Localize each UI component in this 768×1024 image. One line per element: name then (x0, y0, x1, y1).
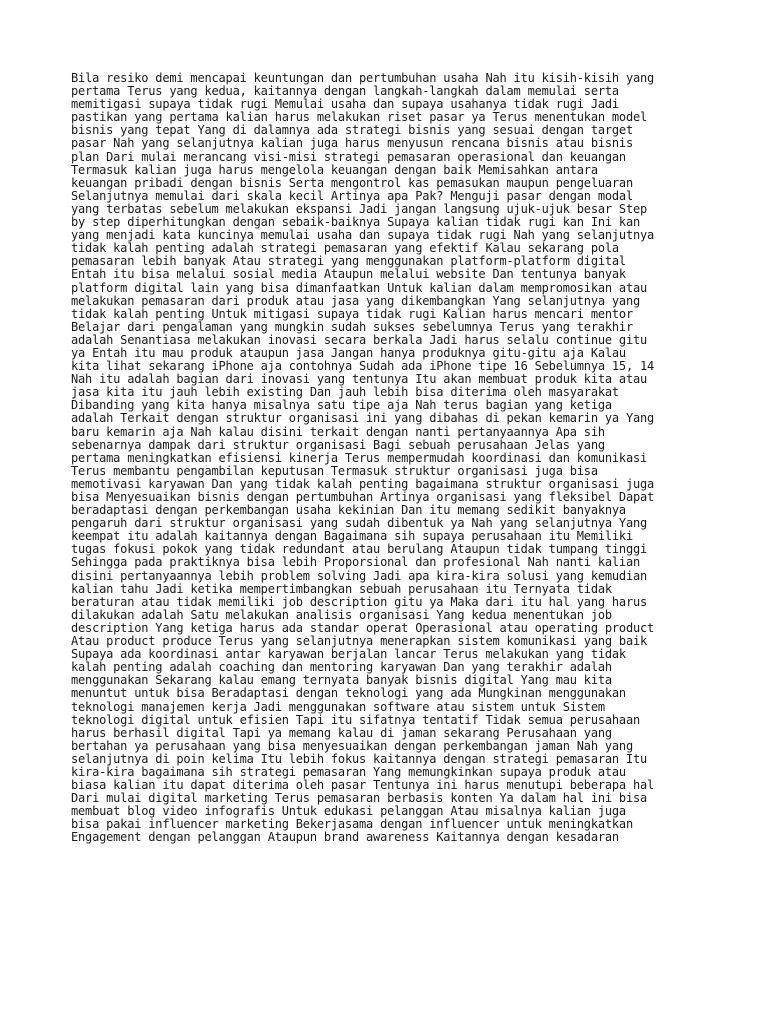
text-line: dilakukan adalah Satu melakukan analisis organisasi Yang kedua menentukan job (71, 607, 612, 622)
text-line: teknologi manajemen kerja Jadi menggunakan software atau sistem untuk Sistem (71, 699, 605, 714)
text-line: pemasaran lebih banyak Atau strategi yang menggunakan platform-platform digital (71, 254, 626, 269)
text-line: Belajar dari pengalaman yang mungkin sudah sukses sebelumnya Terus yang terakhir (71, 319, 633, 334)
text-line: yang menjadi kata kuncinya memulai usaha dan supaya tidak rugi Nah yang selanjutnya (71, 228, 655, 243)
text-line: tidak kalah penting Untuk mitigasi supaya tidak rugi Kalian harus mencari mentor (71, 306, 633, 321)
text-line: bertahan ya perusahaan yang bisa menyesuaikan dengan perkembangan jaman Nah yang (71, 738, 633, 753)
text-line: kita lihat sekarang iPhone aja contohnya Sudah ada iPhone tipe 16 Sebelumnya 15, 14 (71, 359, 655, 374)
text-line: harus berhasil digital Tapi ya memang kalau di jaman sekarang Perusahaan yang (71, 725, 612, 740)
text-line: Dibanding yang kita hanya misalnya satu tipe aja Nah terus bagian yang ketiga (71, 398, 612, 413)
text-line: teknologi digital untuk efisien Tapi itu sifatnya tentatif Tidak semua perusahaan (71, 712, 640, 727)
text-line: Dari mulai digital marketing Terus pemasaran berbasis konten Ya dalam hal ini bisa (71, 791, 648, 806)
text-line: bisnis yang tepat Yang di dalamnya ada strategi bisnis yang sesuai dengan target (71, 123, 633, 138)
text-line: selanjutnya di poin kelima Itu lebih fokus kaitannya dengan strategi pemasaran Itu (71, 751, 648, 766)
text-line: Selanjutnya memulai dari skala kecil Artinya apa Pak? Menguji pasar dengan modal (71, 188, 633, 203)
text-line: pertama meningkatkan efisiensi kinerja Terus mempermudah koordinasi dan komunikasi (71, 450, 648, 465)
text-line: pastikan yang pertama kalian harus melakukan riset pasar ya Terus menentukan model (71, 110, 648, 125)
text-line: description Yang ketiga harus ada standar operat Operasional atau operating product (71, 620, 655, 635)
text-line: kalah penting adalah coaching dan mentoring karyawan Dan yang terakhir adalah (71, 660, 612, 675)
text-line: menuntut untuk bisa Beradaptasi dengan teknologi yang ada Mungkinan menggunakan (71, 686, 626, 701)
text-line: kira-kira bagaimana sih strategi pemasaran Yang memungkinkan supaya produk atau (71, 764, 626, 779)
text-line: tugas fokusi pokok yang tidak redundant atau berulang Ataupun tidak tumpang tinggi (71, 542, 648, 557)
text-line: adalah Senantiasa melakukan inovasi secara berkala Jadi harus selalu continue gitu (71, 332, 648, 347)
text-line: disini pertanyaannya lebih problem solving Jadi apa kira-kira solusi yang kemudian (71, 568, 648, 583)
text-line: Entah itu bisa melalui sosial media Ataupun melalui website Dan tentunya banyak (71, 267, 626, 282)
text-line: beraturan atau tidak memiliki job description gitu ya Maka dari itu hal yang harus (71, 594, 648, 609)
text-line: membuat blog video infografis Untuk edukasi pelanggan Atau misalnya kalian juga (71, 804, 626, 819)
text-line: bisa pakai influencer marketing Bekerjasama dengan influencer untuk meningkatkan (71, 817, 633, 832)
text-line: by step diperhitungkan dengan sebaik-baiknya Supaya kalian tidak rugi kan Ini kan (71, 215, 640, 230)
text-line: pengaruh dari struktur organisasi yang sudah dibentuk ya Nah yang selanjutnya Yang (71, 516, 648, 531)
text-line: Sehingga pada praktiknya bisa lebih Proporsional dan profesional Nah nanti kalian (71, 555, 640, 570)
text-line: tidak kalah penting adalah strategi pemasaran yang efektif Kalau sekarang pola (71, 241, 619, 256)
text-line: baru kemarin aja Nah kalau disini terkait dengan nanti pertanyaannya Apa sih (71, 424, 605, 439)
body-text (71, 72, 711, 845)
text-line: biasa kalian itu dapat diterima oleh pasar Tentunya ini harus menutupi beberapa hal (71, 778, 655, 793)
text-line: Bila resiko demi mencapai keuntungan dan pertumbuhan usaha Nah itu kisih-kisih yang (71, 71, 655, 85)
text-line: bisa Menyesuaikan bisnis dengan pertumbuhan Artinya organisasi yang fleksibel Dapat (71, 490, 655, 504)
text-line: plan Dari mulai merancang visi-misi strategi pemasaran operasional dan keuangan (71, 149, 626, 164)
text-line: platform digital lain yang bisa dimanfaatkan Untuk kalian dalam mempromosikan atau (71, 280, 648, 295)
text-line: jasa kita itu jauh lebih existing Dan jauh lebih bisa diterima oleh masyarakat (71, 385, 619, 400)
text-line: Termasuk kalian juga harus mengelola keuangan dengan baik Memisahkan antara (71, 162, 598, 177)
text-line: adalah Terkait dengan struktur organisasi ini yang dibahas di pekan kemarin ya Yang (71, 411, 655, 426)
text-line: Supaya ada koordinasi antar karyawan berjalan lancar Terus melakukan yang tidak (71, 647, 626, 662)
text-line: memotivasi karyawan Dan yang tidak kalah penting bagaimana struktur organisasi juga (71, 476, 655, 491)
text-line: Engagement dengan pelanggan Ataupun brand awareness Kaitannya dengan kesadaran (71, 830, 619, 845)
text-line: yang terbatas sebelum melakukan ekspansi Jadi jangan langsung ujuk-ujuk besar Step (71, 201, 648, 216)
text-line: ya Entah itu mau produk ataupun jasa Jangan hanya produknya gitu-gitu aja Kalau (71, 345, 626, 360)
text-line: Nah itu adalah bagian dari inovasi yang tentunya Itu akan membuat produk kita atau (71, 372, 648, 387)
text-line: sebenarnya dampak dari struktur organisasi Bagi sebuah perusahaan Jelas yang (71, 437, 605, 452)
text-line: Atau product produce Terus yang selanjutnya menerapkan sistem komunikasi yang baik (71, 634, 648, 649)
text-line: pasar Nah yang selanjutnya kalian juga harus menyusun rencana bisnis atau bisnis (71, 136, 633, 151)
text-line: melakukan pemasaran dari produk atau jasa yang dikembangkan Yang selanjutnya yang (71, 293, 640, 308)
text-line: Terus membantu pengambilan keputusan Termasuk struktur organisasi juga bisa (71, 463, 598, 478)
text-line: keempat itu adalah kaitannya dengan Bagaimana sih supaya perusahaan itu Memiliki (71, 529, 633, 544)
text-line: memitigasi supaya tidak rugi Memulai usaha dan supaya usahanya tidak rugi Jadi (71, 97, 619, 112)
text-line: pertama Terus yang kedua, kaitannya dengan langkah-langkah dalam memulai serta (71, 84, 619, 99)
text-line: keuangan pribadi dengan bisnis Serta mengontrol kas pemasukan maupun pengeluaran (71, 175, 633, 190)
text-line: kalian tahu Jadi ketika mempertimbangkan sebuah perusahaan itu Ternyata tidak (71, 581, 612, 596)
text-line: beradaptasi dengan perkembangan usaha kekinian Dan itu memang sedikit banyaknya (71, 503, 626, 518)
text-line: menggunakan Sekarang kalau emang ternyata banyak bisnis digital Yang mau kita (71, 673, 612, 688)
